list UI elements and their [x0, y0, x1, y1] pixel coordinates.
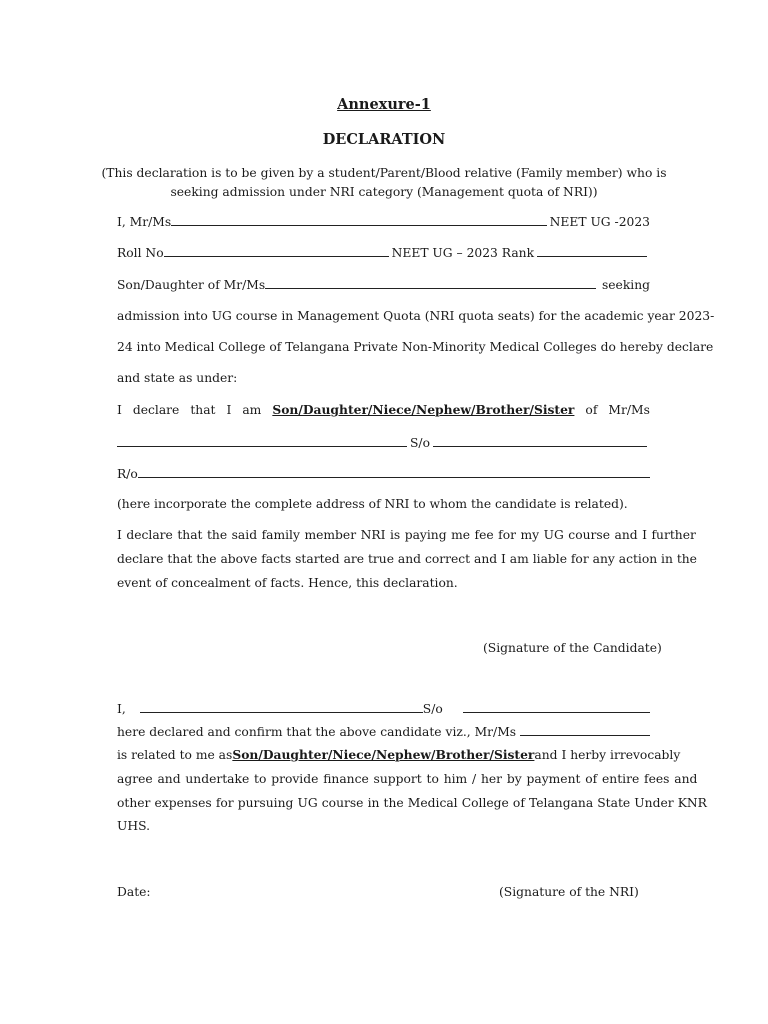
candidate-viz-blank[interactable] — [520, 723, 650, 736]
name-suffix: NEET UG -2023 — [549, 215, 650, 229]
nri-name-row — [117, 434, 650, 451]
roll-row — [117, 244, 650, 261]
declaration-heading: DECLARATION — [322, 131, 446, 148]
paragraph-1-line-1: admission into UG course in Management Quota (NRI quota seats) for the academic year 2023- — [117, 309, 715, 323]
nri-undertaking-father-blank[interactable] — [463, 700, 650, 713]
paragraph-1-line-3: and state as under: — [117, 371, 238, 385]
address-blank[interactable] — [138, 465, 650, 478]
parent-row — [117, 276, 650, 293]
candidate-name-blank[interactable] — [171, 213, 546, 226]
nri-line-2: here declared and confirm that the above candidate viz., Mr/Ms — [117, 725, 517, 739]
paragraph-2-line-1: I declare that the said family member NRI is paying me fee for my UG course and I further — [117, 528, 696, 542]
paragraph-2-line-2: declare that the above facts started are true and correct and I am liable for any action in the — [117, 552, 697, 566]
declare-word: I — [117, 403, 122, 417]
nri-relation-options: Son/Daughter/Niece/Nephew/Brother/Sister — [232, 747, 535, 762]
declare-word: that — [190, 403, 216, 417]
parent-label: Son/Daughter of Mr/Ms — [117, 278, 266, 292]
relation-options: Son/Daughter/Niece/Nephew/Brother/Sister — [272, 402, 575, 417]
annexure-title: Annexure-1 — [337, 96, 431, 113]
declare-mrms: Mr/Ms — [608, 403, 650, 417]
nri-line-4: agree and undertake to provide finance support to him / her by payment of entire fees and — [117, 772, 698, 786]
declare-word: I — [226, 403, 232, 417]
address-row — [117, 465, 650, 482]
nri-line-3-suffix: and I herby irrevocably — [534, 748, 681, 762]
so-label: S/o — [410, 436, 430, 450]
nri-undertaking-name-blank[interactable] — [140, 700, 423, 713]
declare-word: declare — [132, 403, 180, 417]
intro-line-2: seeking admission under NRI category (Management quota of NRI)) — [170, 185, 598, 199]
nri-i-label: I, — [117, 702, 126, 716]
parent-name-blank[interactable] — [265, 276, 596, 289]
rank-label: NEET UG – 2023 Rank — [391, 246, 535, 260]
candidate-signature-label: (Signature of the Candidate) — [483, 641, 662, 655]
nri-name-blank[interactable] — [117, 434, 407, 447]
roll-number-blank[interactable] — [164, 244, 389, 257]
paragraph-2-line-3: event of concealment of facts. Hence, this declaration. — [117, 576, 458, 590]
name-label: I, Mr/Ms — [117, 215, 172, 229]
parent-suffix: seeking — [601, 278, 650, 292]
nri-so-label: S/o — [422, 702, 443, 716]
nri-relation-row — [117, 747, 681, 763]
nri-father-blank[interactable] — [433, 434, 647, 447]
candidate-name-row — [117, 213, 650, 230]
paragraph-1-line-2: 24 into Medical College of Telangana Private Non-Minority Medical Colleges do hereby declare — [117, 340, 714, 354]
address-note: (here incorporate the complete address of NRI to whom the candidate is related). — [117, 497, 628, 511]
roll-label: Roll No — [117, 246, 164, 260]
nri-line-6: UHS. — [117, 819, 150, 833]
intro-line-1: (This declaration is to be given by a student/Parent/Blood relative (Family member) who is — [101, 166, 667, 180]
nri-signature-label: (Signature of the NRI) — [499, 885, 639, 899]
declare-of: of — [585, 403, 598, 417]
declare-word: am — [242, 403, 262, 417]
declare-relation-row — [117, 402, 650, 418]
nri-line-3-prefix: is related to me as — [117, 748, 233, 762]
nri-undertaking-row — [117, 700, 650, 717]
ro-label: R/o — [117, 467, 138, 481]
rank-blank[interactable] — [537, 244, 647, 257]
date-label: Date: — [117, 885, 151, 899]
nri-line-5: other expenses for pursuing UG course in the Medical College of Telangana State Under KNR — [117, 796, 707, 810]
nri-confirm-row — [117, 723, 650, 740]
